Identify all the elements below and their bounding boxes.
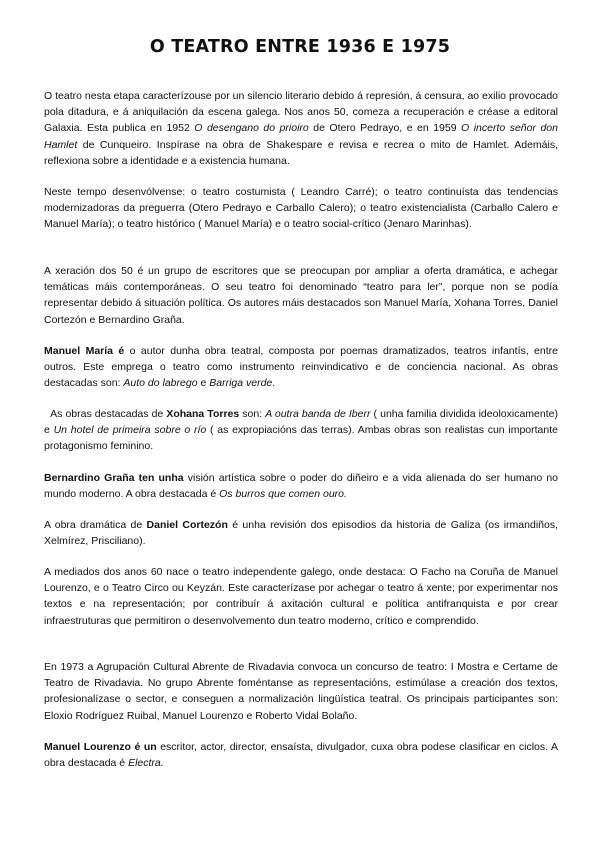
text-run: de Cunqueiro. Inspírase na obra de Shakespare e revisa e recrea o mito de Hamlet. Ademáis, reflexiona sobre a identidade e a existencia humana. bbox=[44, 138, 558, 167]
author-name-bold: Daniel Cortezón bbox=[146, 519, 228, 531]
text-run: . bbox=[272, 377, 276, 390]
paragraph-independent-theatre bbox=[44, 564, 558, 629]
paragraph-abrente bbox=[44, 659, 558, 724]
work-title-italic: A outra banda de Iberr bbox=[265, 408, 371, 420]
text-run: ( unha familia dividida ideoloxicamente) e bbox=[44, 408, 561, 437]
work-title-italic: Auto do labrego bbox=[123, 377, 198, 390]
work-title-italic: Un hotel de primeira sobre o río bbox=[53, 424, 207, 437]
text-run: Neste tempo desenvólvense: o teatro costumista ( Leandro Carré); o teatro continuísta das tendencias modernizadoras da preguerra (Otero Pedrayo e Carballo Calero); o teatro existencialista (Carballo Calero e Manuel María); o teatro histórico ( Manuel María) e o teatro social-crítico (Jenaro Marinhas). bbox=[44, 186, 558, 231]
text-run: ( as expropiacións das terras). Ambas obras son realistas cun importante protagonismo feminino. bbox=[44, 424, 561, 453]
paragraph-daniel-cortezon bbox=[44, 517, 558, 549]
page-title: O TEATRO ENTRE 1936 E 1975 bbox=[149, 37, 451, 57]
work-title-italic: O incerto señor don Hamlet bbox=[44, 122, 558, 151]
paragraph-intro bbox=[44, 88, 558, 169]
paragraph-bernardino-grana bbox=[44, 470, 558, 502]
author-name-bold: Xohana Torres bbox=[166, 408, 240, 420]
text-run: visión artística sobre o poder do diñeiro e a vida alienada do ser humano no mundo moderno. A obra destacada é bbox=[44, 472, 558, 501]
text-run: A obra dramática de bbox=[44, 519, 147, 531]
text-run: e bbox=[197, 377, 210, 390]
work-title-italic: Electra. bbox=[128, 757, 164, 770]
author-name-bold: Manuel Lourenzo é un bbox=[44, 741, 157, 753]
text-run: O teatro nesta etapa caracterízouse por un silencio literario debido á represión, á censura, ao exilio provocado pola ditadura, e á aniquilación da escena galega. Nos anos 50, comeza a recuperación e créase a editoral Galaxia. Esta publica en 1952 bbox=[44, 90, 558, 135]
paragraph-manuel-lourenzo bbox=[44, 739, 558, 771]
text-run: En 1973 a Agrupación Cultural Abrente de Rivadavia convoca un concurso de teatro: I Mostra e Certame de Teatro de Rivadavia. No grupo Abrente foméntanse as representacións, estimúlase a creación dos textos, profesionalízase o sector, e conseguen a normalización lingüística teatral. Os principais participantes son: Eloxio Rodríguez Ruibal, Manuel Lourenzo e Roberto Vidal Bolaño. bbox=[44, 661, 558, 722]
text-run: é unha revisión dos episodios da historia de Galiza (os irmandiños, Xelmírez, Prisciliano). bbox=[44, 519, 559, 548]
paragraph-manuel-maria bbox=[44, 343, 558, 392]
author-name-bold: Manuel María é bbox=[44, 345, 125, 357]
author-name-bold: Bernardino Graña ten unha bbox=[44, 472, 184, 484]
text-run: escritor, actor, director, ensaísta, divulgador, cuxa obra podese clasificar en ciclos. A obra destacada é bbox=[44, 741, 558, 770]
text-run: de Otero Pedrayo, e en 1959 bbox=[308, 122, 462, 135]
work-title-italic: Os burros que comen ouro. bbox=[219, 488, 347, 501]
work-title-italic: Barriga verde bbox=[209, 377, 273, 390]
text-run: o autor dunha obra teatral, composta por poemas dramatizados, teatros infantís, entre outros. Este emprega o teatro como instrumento reinvindicativo e de conciencia nacional. As obras destacadas son: bbox=[44, 345, 558, 390]
paragraph-generation-50 bbox=[44, 263, 558, 328]
paragraph-tendencies bbox=[44, 184, 558, 233]
text-run: A xeración dos 50 é un grupo de escritores que se preocupan por ampliar a oferta dramática, e achegar temáticas máis contemporáneas. O seu teatro foi denominado “teatro para ler”, porque non se podía representar debido á situación política. Os autores máis destacados son Manuel María, Xohana Torres, Daniel Cortezón e Bernardino Graña. bbox=[44, 265, 558, 326]
text-run: A mediados dos anos 60 nace o teatro independente galego, onde destaca: O Facho na Coruña de Manuel Lourenzo, e o Teatro Circo ou Keyzán. Este caracterízase por achegar o teatro á xente; por experimentar nos textos e na representación; por contribuír á axitación cultural e política antifranquista e por crear infraestruturas que permitiron o desenvolvemento dun teatro moderno, crítico e comprendido. bbox=[44, 566, 558, 627]
work-title-italic: O desengano do prioiro bbox=[194, 122, 309, 135]
text-run: As obras destacadas de bbox=[44, 408, 167, 420]
paragraph-xohana-torres bbox=[44, 406, 561, 455]
text-run: son: bbox=[239, 408, 266, 420]
